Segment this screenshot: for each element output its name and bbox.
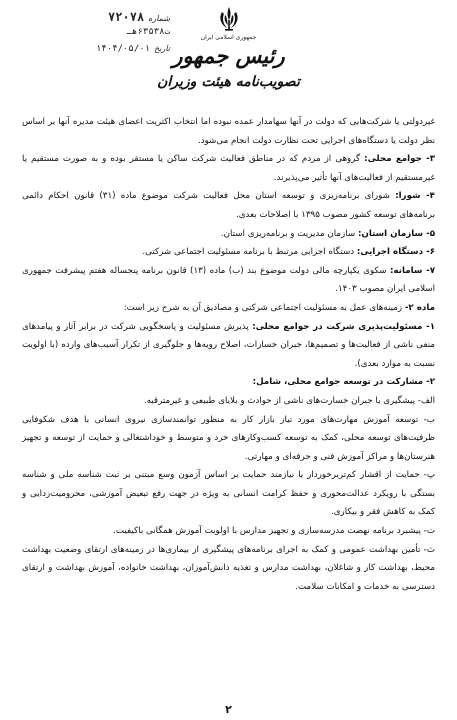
document-type-title: تصویب‌نامه هیئت وزیران — [157, 74, 300, 90]
paragraph-text: پذیرش مسئولیت و پاسخگویی شرکت در برابر آثار و پیامدهای منفی ناشی از فعالیت‌ها و تصمیم‌ها، جبران خسارات، اصلاح رویه‌ها و جلوگیری از تکرار آسیب‌های وارده (با اولویت نسبت به موارد بعدی). — [22, 321, 435, 369]
paragraph-text: شورای برنامه‌ریزی و توسعه استان محل فعالیت شرکت موضوع ماده (۳۱) قانون احکام دائمی برنامه‌های توسعه کشور مصوب ۱۳۹۵ با اصلاحات بعدی. — [22, 191, 435, 220]
paragraph-text: ت- پیشبرد برنامه نهضت مدرسه‌سازی و تجهیز مدارس با اولویت آموزش همگانی باکیفیت. — [113, 526, 435, 537]
paragraph — [22, 262, 435, 299]
paragraph — [22, 373, 435, 392]
paragraph — [22, 392, 435, 411]
paragraph-text: زمینه‌های عمل به مسئولیت اجتماعی شرکتی و مصادیق آن به شرح زیر است: — [123, 302, 405, 313]
paragraph — [22, 541, 435, 597]
paragraph — [22, 299, 435, 318]
paragraph-heading: ۲- مشارکت در توسعه جوامع محلی، شامل: — [252, 377, 435, 388]
paragraph-text: سازمان مدیریت و برنامه‌ریزی استان. — [220, 228, 358, 239]
paragraph-heading: ۶- دستگاه اجرایی: — [356, 247, 435, 258]
document-meta — [20, 10, 170, 61]
paragraph-heading: ۷- سامانه: — [389, 265, 435, 276]
paragraph-text: ث- تأمین بهداشت عمومی و کمک به اجرای برنامه‌های پیشگیری از بیماری‌ها در زمینه‌های ارتقای وضعیت بهداشت محیط، بهداشت کار و شاغلان، بهداشت مدارس و تغذیه دانش‌آموزان، بهداشت خانواده، آموزش بهداشت و ارتقای دسترسی به خدمات و امکانات سلامت. — [22, 544, 435, 592]
paragraph-text: گروهی از مردم که در مناطق فعالیت شرکت ساکن یا مستقر بوده و به صورت مستقیم یا غیرمستقیم از فعالیت‌های آنها تأثیر می‌پذیرند. — [22, 154, 435, 183]
paragraph-heading: ۵- سازمان استان: — [357, 228, 435, 239]
meta-code-row — [20, 27, 170, 44]
paragraph-heading: ماده ۲- — [404, 302, 435, 313]
office-title: رئیس جمهور — [172, 43, 285, 68]
meta-date-row — [20, 44, 170, 61]
paragraph-text: ب- توسعه آموزش مهارت‌های مورد نیاز بازار کار به منظور توانمندسازی نیروی انسانی با هدف شکوفایی ظرفیت‌های توسعه محلی، کمک به توسعه کسب‌وکارهای خرد و متوسط و خوداشتغالی و حمایت از توسعه و تجهیز هنرستان‌ها و مراکز آموزش فنی و حرفه‌ای و مهارتی. — [22, 414, 435, 462]
number-label: شماره — [148, 14, 170, 23]
paragraph-heading: ۴- شورا: — [395, 191, 435, 202]
number-value: ۷۲۰۷۸ — [108, 10, 145, 24]
date-label: تاریخ — [154, 44, 170, 53]
paragraph-heading: ۳- جوامع محلی: — [364, 154, 436, 165]
paragraph — [22, 113, 435, 150]
republic-name: جمهوری اسلامی ایران — [200, 34, 257, 41]
code-value: ت۶۳۵۳۸هـ — [126, 27, 170, 37]
paragraph — [22, 225, 435, 244]
paragraph-text: دستگاه اجرایی مرتبط با برنامه مسئولیت اجتماعی شرکتی. — [142, 247, 357, 258]
national-emblem-icon — [218, 6, 240, 32]
paragraph-text: پ- حمایت از اقشار کم‌تربرخوردار یا نیازمند حمایت بر اساس آزمون وسع مبتنی بر ثبت شناسه ملی و شناسه بستگی با رویکرد عدالت‌محوری و حفظ کرامت انسانی به ویژه در جهت رفع تبعیض آموزشی، محرومیت‌زدایی و کمک به کاهش فقر و بیکاری. — [22, 470, 435, 518]
letterhead — [0, 0, 457, 110]
meta-number-row — [20, 10, 170, 27]
paragraph — [22, 243, 435, 262]
paragraph-text: سکوی یکپارچه مالی دولت موضوع بند (ب) ماده (۱۳) قانون برنامه پنجساله هفتم پیشرفت جمهوری اسلامی ایران مصوب ۱۴۰۳. — [22, 265, 435, 295]
paragraph-text: الف- پیشگیری یا جبران خسارت‌های ناشی از حوادث و بلایای طبیعی و غیرمترقبه. — [143, 395, 435, 406]
paragraph — [22, 318, 435, 374]
paragraph — [22, 466, 435, 522]
page-number: ۲ — [225, 703, 232, 716]
date-value: ۱۴۰۴/۰۵/۰۱ — [95, 44, 151, 54]
paragraph — [22, 187, 435, 224]
paragraph-text: غیردولتی یا شرکت‌هایی که دولت در آنها سهامدار عمده نبوده اما انتخاب اکثریت اعضای هیئت مدیره آنها بر اساس نظر دولت یا دستگاه‌های اجرایی تحت نظارت دولت انجام می‌شود. — [22, 117, 435, 146]
paragraph-heading: ۱- مسئولیت‌پذیری شرکت در جوامع محلی: — [252, 321, 435, 332]
document-body — [22, 113, 435, 596]
paragraph — [22, 522, 435, 541]
paragraph — [22, 411, 435, 467]
paragraph — [22, 150, 435, 187]
